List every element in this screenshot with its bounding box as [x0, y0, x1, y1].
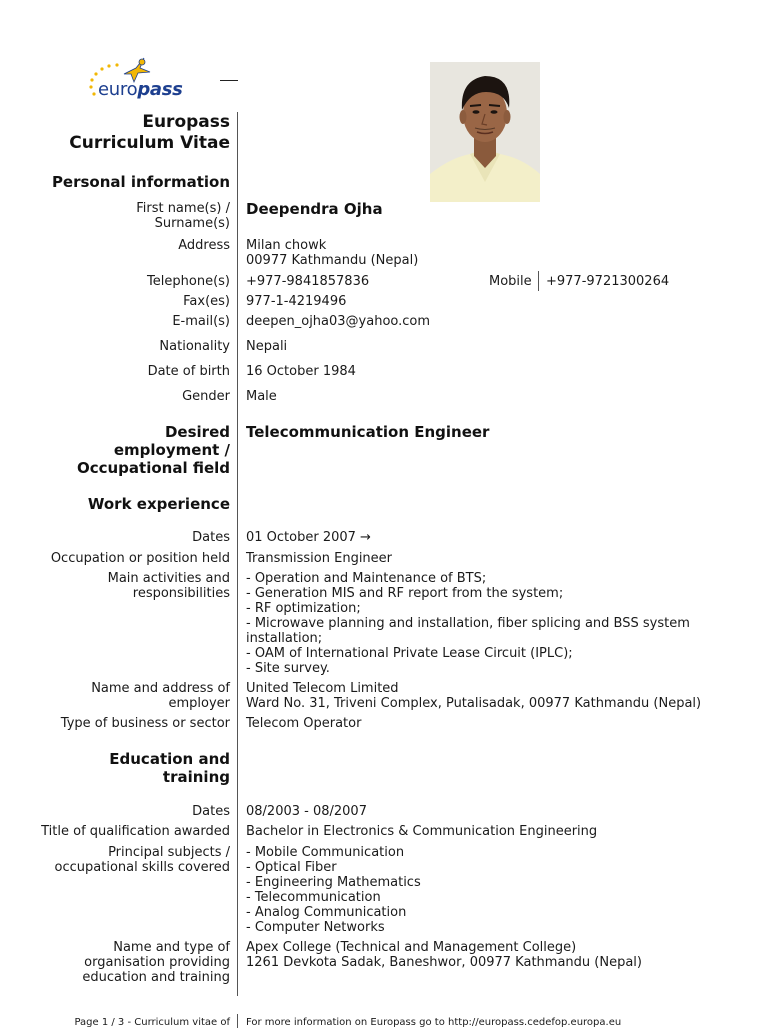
- qualification-label: Title of qualification awarded: [41, 824, 230, 839]
- education-heading-line-2: training: [162, 768, 230, 786]
- logo-text-euro: euro: [98, 79, 138, 100]
- address-label: Address: [178, 238, 230, 253]
- full-name: Deependra Ojha: [246, 200, 383, 218]
- subjects-label: [55, 845, 230, 875]
- address-value: [246, 238, 418, 268]
- employer-value: [246, 681, 701, 711]
- europass-logo: [84, 54, 184, 106]
- footer-europass-link[interactable]: For more information on Europass go to http://europass.cedefop.europa.eu: [246, 1017, 622, 1028]
- list-item: - Engineering Mathematics: [246, 875, 421, 890]
- address-line-2: 00977 Kathmandu (Nepal): [246, 253, 419, 268]
- subjects-label-line-2: occupational skills covered: [54, 860, 230, 875]
- desired-label-line-2: employment /: [113, 441, 230, 459]
- list-item: - Operation and Maintenance of BTS;: [246, 571, 487, 586]
- organisation-value: [246, 940, 642, 970]
- name-label-line-2: Surname(s): [154, 216, 230, 231]
- activities-label-line-2: responsibilities: [132, 586, 230, 601]
- section-desired-employment: [77, 423, 230, 477]
- subjects-label-line-1: Principal subjects /: [108, 845, 230, 860]
- email-label: E-mail(s): [172, 314, 230, 329]
- education-heading-line-1: Education and: [109, 750, 230, 768]
- section-education-training: [109, 750, 230, 786]
- occupation-value: Transmission Engineer: [246, 551, 393, 566]
- telephone-value: +977-9841857836: [246, 274, 370, 289]
- employer-label-line-1: Name and address of: [91, 681, 230, 696]
- employer-label: [91, 681, 230, 711]
- footer-page-info: Page 1 / 3 - Curriculum vitae of: [74, 1017, 230, 1028]
- organisation-label-line-2: organisation providing: [84, 955, 230, 970]
- list-item: - Microwave planning and installation, fiber splicing and BSS system: [246, 616, 690, 631]
- list-item: installation;: [246, 631, 323, 646]
- gender-value: Male: [246, 389, 277, 404]
- activities-list: [246, 571, 690, 676]
- header-dash: [220, 80, 238, 81]
- fax-value: 977-1-4219496: [246, 294, 347, 309]
- profile-photo: [430, 62, 540, 202]
- mobile-label: Mobile: [489, 274, 532, 289]
- work-dates-label: Dates: [192, 530, 230, 545]
- europass-wordmark: [98, 79, 183, 100]
- employer-line-1: United Telecom Limited: [246, 681, 399, 696]
- activities-label: [108, 571, 230, 601]
- list-item: - Computer Networks: [246, 920, 385, 935]
- section-personal-information: Personal information: [51, 173, 230, 191]
- title-line-1: Europass: [142, 112, 230, 132]
- list-item: - Optical Fiber: [246, 860, 337, 875]
- footer-divider: [237, 1014, 238, 1028]
- email-value: deepen_ojha03@yahoo.com: [246, 314, 431, 329]
- list-item: - RF optimization;: [246, 601, 361, 616]
- education-dates-value: 08/2003 - 08/2007: [246, 804, 367, 819]
- business-value: Telecom Operator: [246, 716, 362, 731]
- subjects-list: [246, 845, 421, 935]
- organisation-line-2: 1261 Devkota Sadak, Baneshwor, 00977 Kathmandu (Nepal): [246, 955, 642, 970]
- organisation-line-1: Apex College (Technical and Management College): [246, 940, 577, 955]
- nationality-label: Nationality: [159, 339, 230, 354]
- list-item: - Telecommunication: [246, 890, 381, 905]
- address-line-1: Milan chowk: [246, 238, 327, 253]
- list-item: - Analog Communication: [246, 905, 407, 920]
- telephone-label: Telephone(s): [147, 274, 230, 289]
- work-dates-value: 01 October 2007 →: [246, 530, 371, 545]
- title-line-2: Curriculum Vitae: [69, 133, 230, 153]
- desired-employment-value: Telecommunication Engineer: [246, 423, 490, 441]
- gender-label: Gender: [182, 389, 230, 404]
- mobile-divider: [538, 271, 539, 291]
- list-item: - Mobile Communication: [246, 845, 405, 860]
- employer-label-line-2: employer: [168, 696, 230, 711]
- qualification-value: Bachelor in Electronics & Communication Engineering: [246, 824, 598, 839]
- activities-label-line-1: Main activities and: [107, 571, 230, 586]
- occupation-label: Occupation or position held: [50, 551, 230, 566]
- employer-line-2: Ward No. 31, Triveni Complex, Putalisadak, 00977 Kathmandu (Nepal): [246, 696, 702, 711]
- desired-label-line-3: Occupational field: [76, 459, 230, 477]
- organisation-label-line-3: education and training: [82, 970, 230, 985]
- list-item: - Site survey.: [246, 661, 330, 676]
- fax-label: Fax(es): [183, 294, 230, 309]
- organisation-label: [82, 940, 230, 985]
- education-dates-label: Dates: [192, 804, 230, 819]
- nationality-value: Nepali: [246, 339, 288, 354]
- section-work-experience: Work experience: [87, 495, 230, 513]
- dob-value: 16 October 1984: [246, 364, 356, 379]
- mobile-value: +977-9721300264: [546, 274, 670, 289]
- business-label: Type of business or sector: [60, 716, 230, 731]
- logo-text-pass: pass: [137, 79, 183, 100]
- column-divider: [237, 112, 238, 996]
- list-item: - Generation MIS and RF report from the system;: [246, 586, 564, 601]
- document-title: [69, 112, 230, 154]
- desired-label-line-1: Desired: [164, 423, 230, 441]
- dob-label: Date of birth: [147, 364, 230, 379]
- name-label-line-1: First name(s) /: [136, 201, 230, 216]
- name-label: [136, 201, 230, 231]
- list-item: - OAM of International Private Lease Circuit (IPLC);: [246, 646, 573, 661]
- organisation-label-line-1: Name and type of: [113, 940, 230, 955]
